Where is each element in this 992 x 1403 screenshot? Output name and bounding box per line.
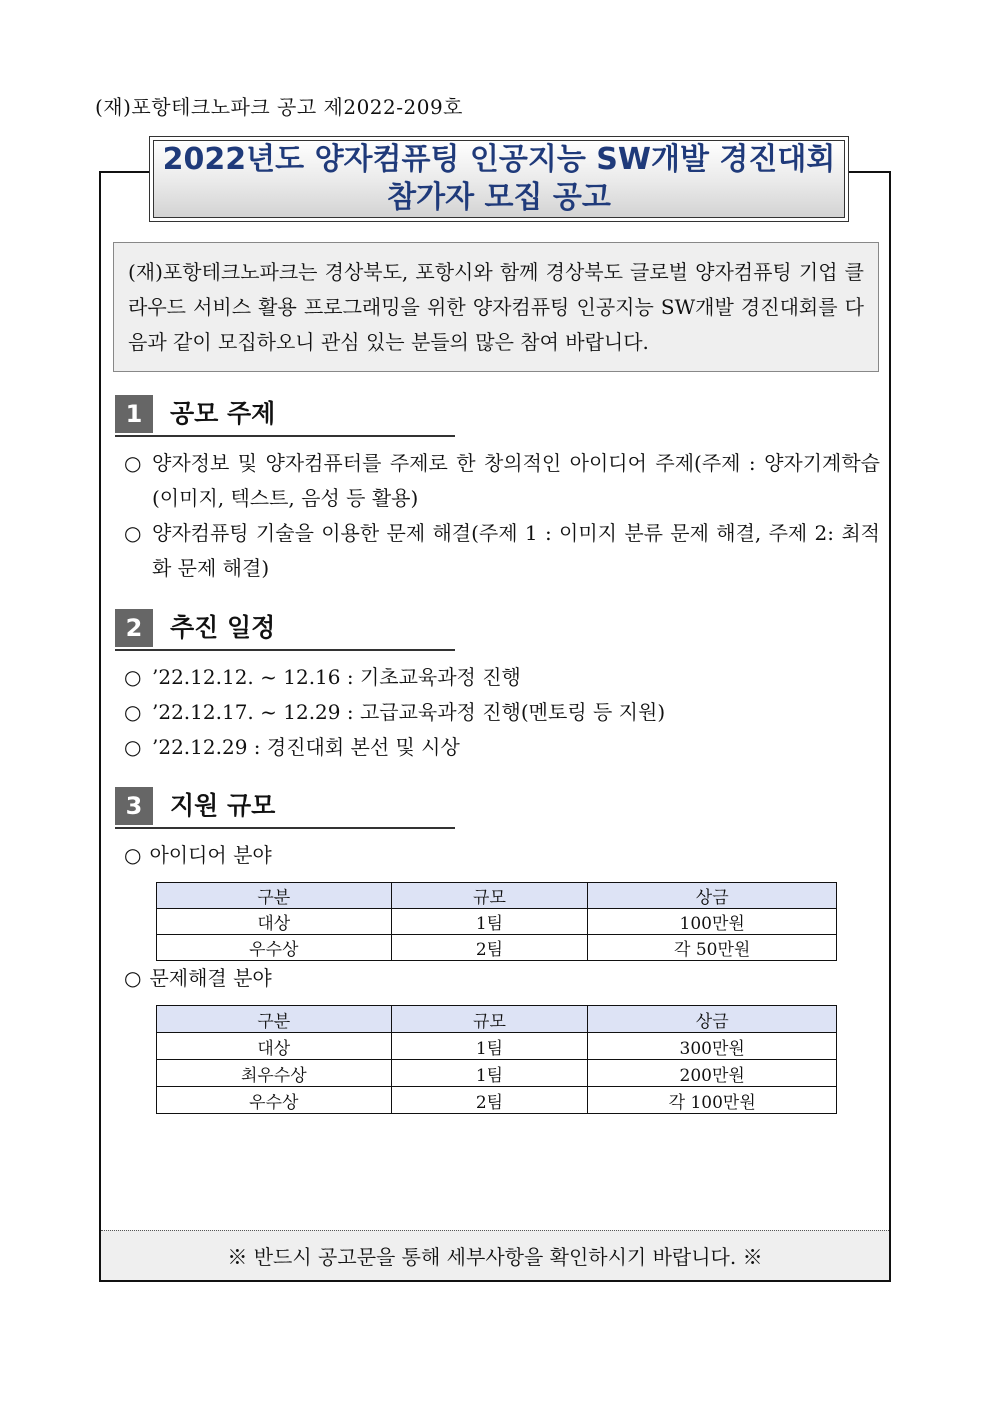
sub-label-text: 아이디어 분야	[149, 843, 272, 867]
section-number: 3	[115, 787, 153, 825]
table-cell: 300만원	[588, 1033, 837, 1060]
table-header-cell: 상금	[588, 1006, 837, 1033]
table-cell: 1팀	[391, 909, 588, 935]
table-cell: 2팀	[391, 1087, 588, 1114]
section-title: 추진 일정	[170, 613, 276, 642]
circle-bullet-icon: ○	[124, 451, 142, 475]
table-row	[157, 1060, 837, 1087]
title-line-2: 참가자 모집 공고	[387, 180, 611, 215]
table-header-cell: 규모	[391, 1006, 588, 1033]
list-item-text: ’22.12.12. ~ 12.16 : 기초교육과정 진행	[152, 665, 521, 689]
table-header-cell: 구분	[157, 883, 392, 909]
table-cell: 1팀	[391, 1033, 588, 1060]
list-item-text: 양자정보 및 양자컴퓨터를 주제로 한 창의적인 아이디어 주제(주제 : 양자기계학습(이미지, 텍스트, 음성 등 활용)	[152, 451, 880, 510]
table-cell: 1팀	[391, 1060, 588, 1087]
table-cell: 대상	[157, 909, 392, 935]
list-item	[124, 730, 880, 765]
table-header-row	[157, 1006, 837, 1033]
section-title: 지원 규모	[170, 791, 276, 820]
table-header-cell: 구분	[157, 1006, 392, 1033]
problem-field-label	[124, 963, 272, 993]
list-item-text: 양자컴퓨팅 기술을 이용한 문제 해결(주제 1 : 이미지 분류 문제 해결, 주제 2: 최적화 문제 해결)	[152, 521, 880, 580]
list-item	[124, 516, 880, 586]
title-line-1: 2022년도 양자컴퓨팅 인공지능 SW개발 경진대회	[162, 142, 836, 177]
section-2-list	[124, 660, 880, 765]
idea-field-label	[124, 840, 272, 870]
table-cell: 우수상	[157, 1087, 392, 1114]
section-2-header	[115, 609, 455, 651]
table-cell: 100만원	[588, 909, 837, 935]
table-cell: 최우수상	[157, 1060, 392, 1087]
table-cell: 대상	[157, 1033, 392, 1060]
list-item	[124, 660, 880, 695]
footer-note	[101, 1230, 889, 1280]
circle-bullet-icon: ○	[124, 966, 142, 990]
table-cell: 각 100만원	[588, 1087, 837, 1114]
list-item	[124, 446, 880, 516]
list-item-text: ’22.12.17. ~ 12.29 : 고급교육과정 진행(멘토링 등 지원)	[152, 700, 666, 724]
section-number: 2	[115, 609, 153, 647]
table-cell: 200만원	[588, 1060, 837, 1087]
circle-bullet-icon: ○	[124, 843, 142, 867]
section-1-header	[115, 395, 455, 437]
problem-prize-table	[156, 1005, 837, 1114]
intro-paragraph: (재)포항테크노파크는 경상북도, 포항시와 함께 경상북도 글로벌 양자컴퓨팅 기업 클라우드 서비스 활용 프로그래밍을 위한 양자컴퓨팅 인공지능 SW개발 경진대회를 다음과 같이 모집하오니 관심 있는 분들의 많은 참여 바랍니다.	[113, 242, 879, 372]
table-header-cell: 규모	[391, 883, 588, 909]
title-box	[149, 136, 849, 222]
table-cell: 각 50만원	[588, 935, 837, 961]
section-number: 1	[115, 395, 153, 433]
circle-bullet-icon: ○	[124, 735, 142, 759]
notice-number: (재)포항테크노파크 공고 제2022-209호	[95, 95, 463, 119]
table-cell: 2팀	[391, 935, 588, 961]
circle-bullet-icon: ○	[124, 700, 142, 724]
table-header-row	[157, 883, 837, 909]
title-inner	[153, 140, 845, 218]
circle-bullet-icon: ○	[124, 665, 142, 689]
section-title: 공모 주제	[170, 399, 276, 428]
footer-text: ※ 반드시 공고문을 통해 세부사항을 확인하시기 바랍니다. ※	[227, 1245, 763, 1269]
list-item-text: ’22.12.29 : 경진대회 본선 및 시상	[152, 735, 460, 759]
circle-bullet-icon: ○	[124, 521, 142, 545]
table-row	[157, 909, 837, 935]
table-header-cell: 상금	[588, 883, 837, 909]
table-cell: 우수상	[157, 935, 392, 961]
sub-label-text: 문제해결 분야	[149, 966, 272, 990]
list-item	[124, 695, 880, 730]
table-row	[157, 935, 837, 961]
idea-prize-table	[156, 882, 837, 961]
section-3-header	[115, 787, 455, 829]
table-row	[157, 1087, 837, 1114]
table-row	[157, 1033, 837, 1060]
section-1-list	[124, 446, 880, 586]
